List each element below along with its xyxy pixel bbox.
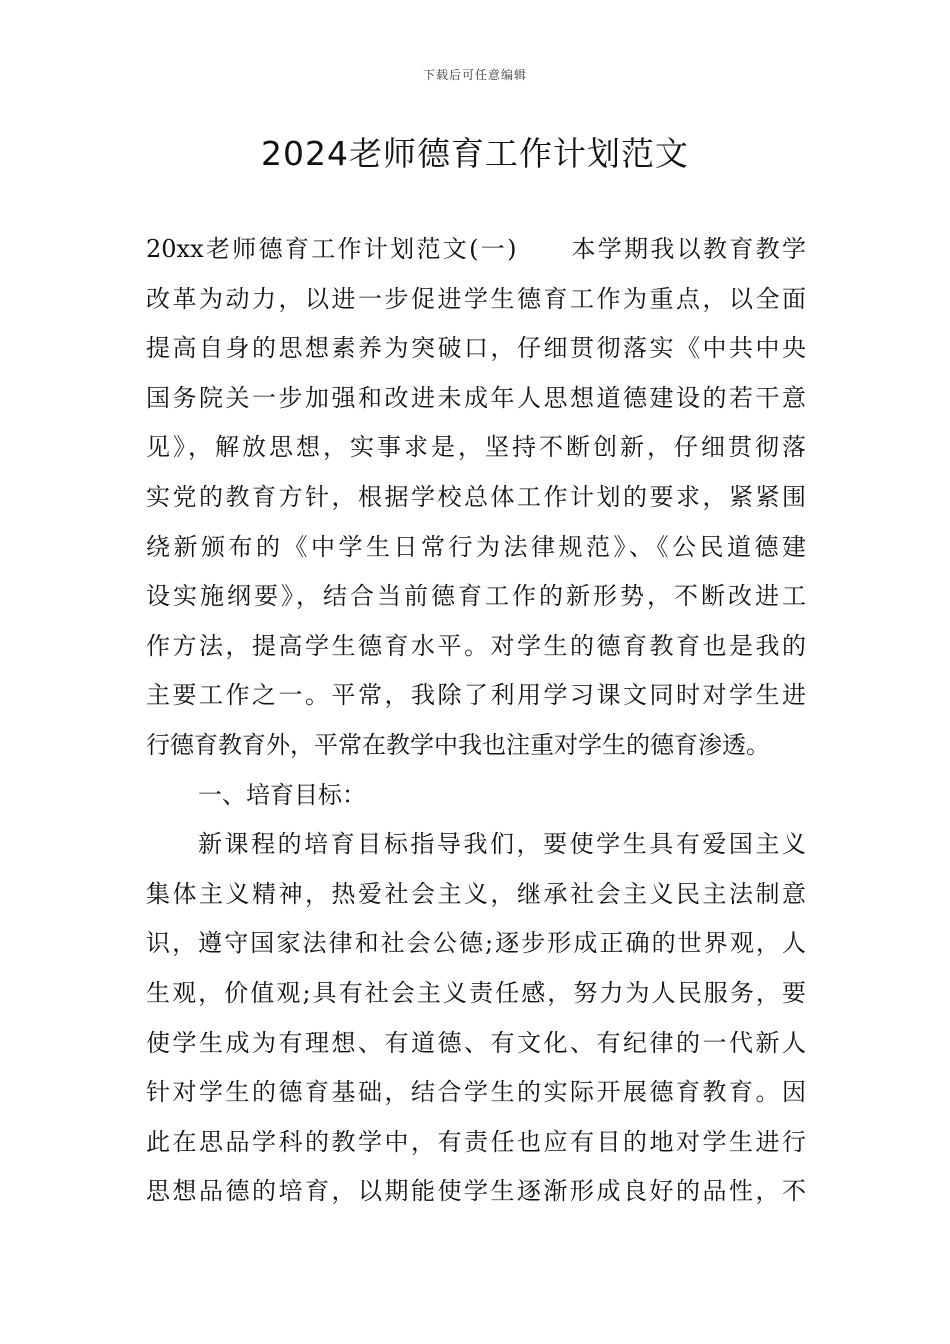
paragraph-line: 提高自身的思想素养为突破口，仔细贯彻落实《中共中央: [146, 334, 806, 363]
paragraph-line: 识，遵守国家法律和社会公德;逐步形成正确的世界观，人: [146, 929, 806, 958]
paragraph-line: 生观，价值观;具有社会主义责任感，努力为人民服务，要: [146, 978, 806, 1007]
paragraph-line: 作方法，提高学生德育水平。对学生的德育教育也是我的: [146, 631, 806, 660]
paragraph-line: 思想品德的培育，以期能使学生逐渐形成良好的品性，不: [146, 1177, 806, 1206]
paragraph-line: 此在思品学科的教学中，有责任也应有目的地对学生进行: [146, 1127, 806, 1156]
paragraph-line: 设实施纲要》，结合当前德育工作的新形势，不断改进工: [146, 582, 806, 611]
paragraph-line: 行德育教育外，平常在教学中我也注重对学生的德育渗透。: [146, 730, 770, 759]
paragraph-line: 国务院关一步加强和改进未成年人思想道德建设的若干意: [146, 383, 806, 412]
page-header-note: 下载后可任意编辑: [422, 68, 527, 82]
paragraph-line: 集体主义精神，热爱社会主义，继承社会主义民主法制意: [146, 879, 806, 908]
paragraph-line: 针对学生的德育基础，结合学生的实际开展德育教育。因: [146, 1078, 806, 1107]
paragraph-line: 见》，解放思想，实事求是，坚持不断创新，仔细贯彻落: [146, 433, 806, 462]
paragraph-line: 改革为动力，以进一步促进学生德育工作为重点，以全面: [146, 284, 806, 313]
document-body: [146, 225, 806, 1217]
paragraph-line: 20xx老师德育工作计划范文(一) 本学期我以教育教学: [146, 235, 806, 263]
document-title: 2024老师德育工作计划范文: [261, 134, 689, 173]
paragraph-line: 实党的教育方针，根据学校总体工作计划的要求，紧紧围: [146, 482, 806, 511]
paragraph-line: 使学生成为有理想、有道德、有文化、有纪律的一代新人: [146, 1028, 806, 1057]
paragraph-line: 绕新颁布的《中学生日常行为法律规范》、《公民道德建: [146, 532, 806, 561]
section-heading: 一、培育目标：: [198, 780, 366, 809]
paragraph-line: 主要工作之一。平常，我除了利用学习课文同时对学生进: [146, 681, 806, 710]
paragraph-line: 新课程的培育目标指导我们，要使学生具有爱国主义: [198, 830, 806, 859]
